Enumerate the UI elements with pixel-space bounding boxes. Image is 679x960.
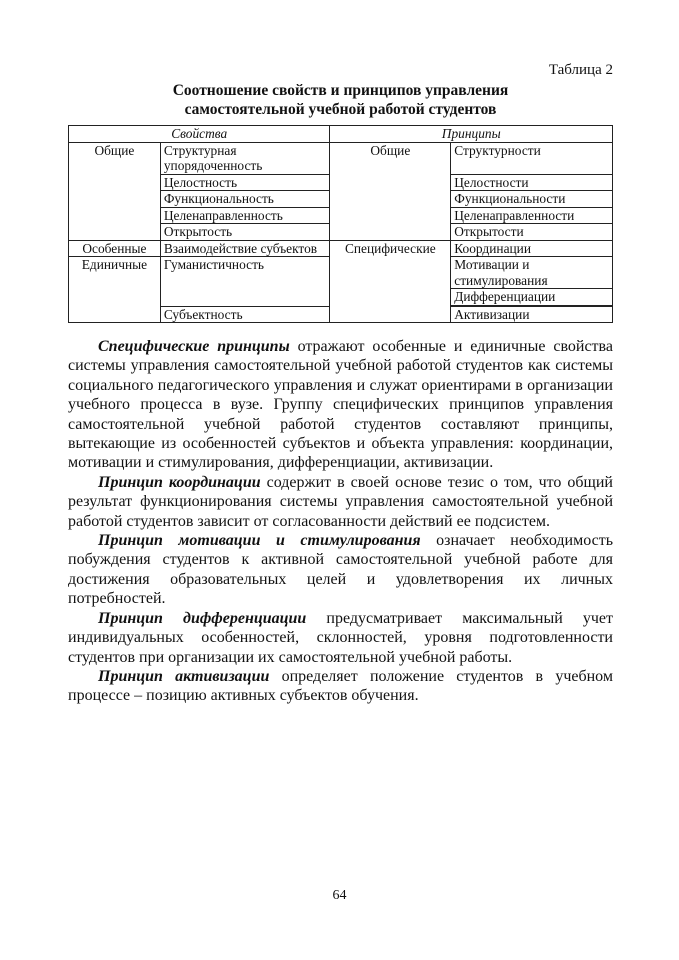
paragraph [68,337,613,473]
table-label: Таблица 2 [548,62,613,78]
paragraph [68,531,613,609]
table-cell: Целенаправленность [160,207,330,224]
body-text [68,337,613,706]
table-cell: Мотивации и стимулирования [451,257,613,289]
table-cell: Координации [451,240,613,257]
table-cell: Дифференциации [451,289,613,306]
paragraph-text: означает необходимость побуждения студентов к активной самостоятельной учебной работе для достижения образовательных целей и удовлетворения их личных потребностей. [68,532,614,608]
properties-special-label: Особенные [69,240,161,257]
table-cell: Целенаправленности [451,207,613,224]
paragraph-text: предусматривает максимальный учет индивидуальных особенностей, склонностей, уровня подготовленности студентов при организации их самостоятельной учебной работы. [68,609,613,666]
table-row [69,142,613,174]
title-line-1: Соотношение свойств и принципов управления [172,82,509,99]
table-cell: Открытости [451,224,613,241]
paragraph [68,667,613,706]
table-cell: Структурная упорядоченность [160,142,330,174]
paragraph [68,473,613,531]
table-cell: Функциональности [451,191,613,208]
table-cell: Взаимодействие субъектов [160,240,330,257]
table-cell: Активизации [451,306,613,323]
table-cell: Целостность [160,174,330,191]
table-cell: Целостности [451,174,613,191]
page [68,62,613,706]
table-cell: Структурности [451,142,613,174]
table-cell: Субъектность [160,306,330,323]
table-cell: Функциональность [160,191,330,208]
page-number: 64 [332,888,347,903]
principles-specific-label: Специфические [330,240,451,323]
table-row [69,240,613,257]
header-properties: Свойства [69,126,330,143]
paragraph-text: содержит в своей основе тезис о том, что общий результат функционирования системы управления самостоятельной учебной работой студентов зависит от согласованности действий ее подсистем. [68,473,613,530]
paragraph-text: отражают особенные и единичные свойства системы управления самостоятельной учебной работой студентов как системы социального педагогического управления и служат ориентирами в организации учебного процесса в вузе. Группу специфических принципов управления самостоятельной учебной работой студентов составляют принципы, вытекающие из особенностей субъектов и объекта управления: координации, мотивации и стимулирования, дифференциации, активизации. [68,338,613,472]
properties-general-label: Общие [69,142,161,240]
paragraph [68,609,613,667]
properties-single-label: Единичные [69,257,161,323]
principles-general-label: Общие [330,142,451,240]
header-principles: Принципы [330,126,613,143]
paragraph-text: определяет положение студентов в учебном процессе – позицию активных субъектов обучения. [68,667,613,705]
table-cell: Гуманистичность [160,257,330,307]
properties-principles-table [68,125,613,323]
paragraph-term: Принцип активизации [98,667,270,685]
table-cell: Открытость [160,224,330,241]
title-line-2: самостоятельной учебной работой студентов [184,101,497,118]
paragraph-term: Принцип координации [98,473,261,491]
paragraph-term: Специфические принципы [98,338,290,355]
table-title [68,81,613,119]
paragraph-term: Принцип дифференциации [98,609,307,627]
paragraph-term: Принцип мотивации и стимулирования [98,532,421,550]
table-header-row [69,126,613,143]
